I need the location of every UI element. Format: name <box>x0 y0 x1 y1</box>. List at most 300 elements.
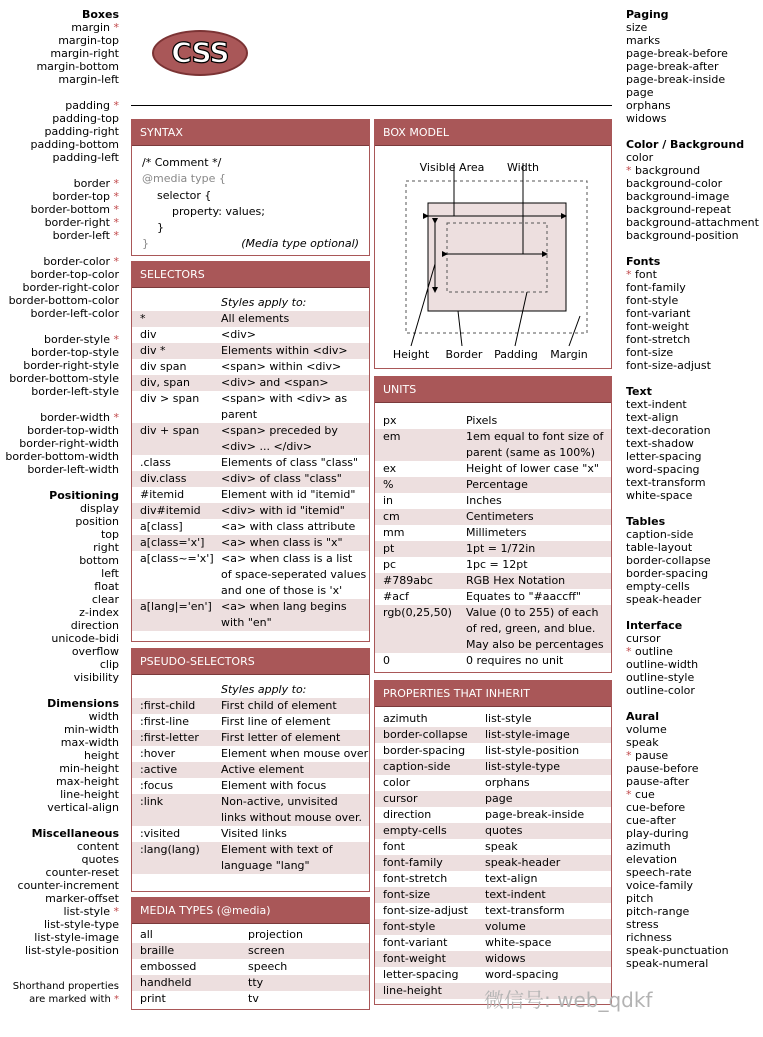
units-key <box>375 445 466 461</box>
selectors-key: a[class] <box>140 520 183 533</box>
property-group <box>626 255 763 372</box>
property-item <box>626 398 763 411</box>
property-name: font-weight <box>626 320 689 333</box>
watermark: 微信号: web_qdkf <box>484 988 653 1012</box>
inherit-value: speak-header <box>485 856 561 869</box>
pseudo-row <box>132 810 369 826</box>
property-name: border-spacing <box>626 567 709 580</box>
shorthand-star: * <box>626 788 632 801</box>
property-name: white-space <box>626 489 693 502</box>
inherit-value: white-space <box>485 936 552 949</box>
property-name: margin-left <box>58 73 119 86</box>
selectors-value: <a> when lang begins <box>221 600 347 613</box>
property-item <box>626 905 763 918</box>
property-group <box>626 8 763 125</box>
property-name: outline-style <box>626 671 695 684</box>
property-name: position <box>75 515 119 528</box>
selectors-key: * <box>140 312 146 325</box>
property-name: visibility <box>73 671 119 684</box>
pseudo-value: Element when mouse over <box>221 747 369 760</box>
shorthand-star: * <box>626 749 632 762</box>
shorthand-star: * <box>113 229 119 242</box>
inherit-key: border-collapse <box>383 728 468 741</box>
selectors-row <box>132 599 369 615</box>
units-value: Value (0 to 255) of each <box>466 606 599 619</box>
pseudo-row <box>132 858 369 874</box>
inherit-row <box>375 775 611 791</box>
property-name: list-style <box>63 905 110 918</box>
property-name: cue-before <box>626 801 686 814</box>
property-group <box>0 177 119 242</box>
inherit-row <box>375 919 611 935</box>
media-row <box>132 943 369 959</box>
property-item <box>0 359 119 372</box>
units-key: rgb(0,25,50) <box>383 606 452 619</box>
media-value: tv <box>248 992 259 1005</box>
property-item <box>0 281 119 294</box>
group-title: Boxes <box>81 8 119 21</box>
property-item <box>0 177 119 190</box>
property-name: margin-right <box>50 47 119 60</box>
property-item <box>0 619 119 632</box>
property-item <box>626 593 763 606</box>
property-name: max-width <box>60 736 119 749</box>
selectors-key: div * <box>140 344 166 357</box>
property-item <box>0 723 119 736</box>
selectors-row <box>132 423 369 439</box>
pseudo-key: :hover <box>140 747 176 760</box>
selectors-value: parent <box>221 408 258 421</box>
property-name: bottom <box>79 554 119 567</box>
property-item <box>626 931 763 944</box>
units-value: Inches <box>466 494 502 507</box>
inherit-value: speak <box>485 840 518 853</box>
units-key: px <box>383 414 397 427</box>
property-name: text-indent <box>626 398 687 411</box>
units-row <box>375 509 611 525</box>
property-name: clear <box>91 593 119 606</box>
selectors-value: All elements <box>221 312 290 325</box>
property-name: overflow <box>71 645 119 658</box>
units-key: #acf <box>383 590 409 603</box>
property-name: text-align <box>626 411 679 424</box>
property-name: background-color <box>626 177 723 190</box>
property-item <box>626 580 763 593</box>
property-item <box>626 736 763 749</box>
property-name: font-style <box>626 294 679 307</box>
units-value: Percentage <box>466 478 528 491</box>
units-value: RGB Hex Notation <box>466 574 566 587</box>
property-name: richness <box>626 931 672 944</box>
units-row <box>375 461 611 477</box>
property-item <box>0 190 119 203</box>
media-value: screen <box>248 944 285 957</box>
width-label: Width <box>507 161 539 174</box>
property-item <box>626 801 763 814</box>
selectors-row <box>132 407 369 423</box>
pseudo-value: Active element <box>221 763 304 776</box>
shorthand-star: * <box>113 203 119 216</box>
property-item <box>626 632 763 645</box>
property-item <box>626 190 763 203</box>
selectors-value: and one of those is 'x' <box>221 584 343 597</box>
property-item <box>626 463 763 476</box>
property-item <box>0 645 119 658</box>
property-name: border-width <box>40 411 110 424</box>
property-item <box>626 164 763 177</box>
group-title: Fonts <box>626 255 661 268</box>
inherit-row <box>375 855 611 871</box>
property-item <box>626 307 763 320</box>
property-item <box>626 892 763 905</box>
property-item <box>0 333 119 346</box>
units-row <box>375 445 611 461</box>
selectors-key: div.class <box>140 472 187 485</box>
property-name: border-right-style <box>23 359 119 372</box>
property-name: word-spacing <box>626 463 700 476</box>
selectors-key: .class <box>140 456 171 469</box>
right-property-column <box>626 8 763 983</box>
shorthand-star: * <box>626 645 632 658</box>
selectors-row <box>132 615 369 631</box>
media-types-panel <box>131 897 370 1010</box>
pseudo-key: :first-child <box>140 699 196 712</box>
inherit-row <box>375 839 611 855</box>
property-item <box>626 268 763 281</box>
property-item <box>0 892 119 905</box>
group-title: Text <box>626 385 652 398</box>
footnote-star: * <box>114 994 119 1005</box>
property-name: text-transform <box>626 476 706 489</box>
property-name: padding-right <box>44 125 119 138</box>
property-name: speak-header <box>626 593 702 606</box>
syntax-panel <box>131 119 370 256</box>
inherit-row <box>375 951 611 967</box>
property-item <box>0 307 119 320</box>
property-group <box>0 411 119 476</box>
property-item <box>626 853 763 866</box>
selectors-row <box>132 471 369 487</box>
footnote-line-2: are marked with <box>29 994 111 1005</box>
property-item <box>0 528 119 541</box>
pseudo-value: language "lang" <box>221 859 310 872</box>
selectors-key: a[class='x'] <box>140 536 205 549</box>
property-name: font <box>635 268 657 281</box>
shorthand-star: * <box>113 216 119 229</box>
inherit-value: list-style <box>485 712 532 725</box>
inherit-value: volume <box>485 920 526 933</box>
property-name: elevation <box>626 853 677 866</box>
property-item <box>0 593 119 606</box>
inherit-title: PROPERTIES THAT INHERIT <box>375 681 611 707</box>
property-item <box>0 203 119 216</box>
property-group <box>626 385 763 502</box>
property-item <box>626 749 763 762</box>
property-name: pause <box>635 749 669 762</box>
property-name: border-style <box>44 333 110 346</box>
selectors-value: <div> ... </div> <box>221 440 313 453</box>
property-item <box>626 411 763 424</box>
property-name: text-shadow <box>626 437 694 450</box>
property-item <box>626 814 763 827</box>
group-title: Miscellaneous <box>31 827 119 840</box>
shorthand-star: * <box>626 268 632 281</box>
inherit-key: letter-spacing <box>383 968 459 981</box>
units-key: em <box>383 430 401 443</box>
property-name: play-during <box>626 827 689 840</box>
group-title: Positioning <box>49 489 119 502</box>
property-item <box>626 658 763 671</box>
units-key: #789abc <box>383 574 433 587</box>
units-row <box>375 605 611 621</box>
property-item <box>626 60 763 73</box>
shorthand-footnote <box>0 980 119 1006</box>
inherit-value: widows <box>485 952 526 965</box>
property-item <box>0 801 119 814</box>
property-item <box>626 99 763 112</box>
padding-label: Padding <box>494 348 538 361</box>
pseudo-selectors-panel <box>131 648 370 892</box>
units-row <box>375 653 611 669</box>
box-model-title: BOX MODEL <box>375 120 611 146</box>
inherit-row <box>375 807 611 823</box>
selectors-row <box>132 535 369 551</box>
units-key: cm <box>383 510 400 523</box>
units-value: 0 requires no unit <box>466 654 564 667</box>
units-key: ex <box>383 462 397 475</box>
property-item <box>0 125 119 138</box>
units-row <box>375 637 611 653</box>
property-item <box>0 437 119 450</box>
property-item <box>626 151 763 164</box>
property-name: marks <box>626 34 661 47</box>
units-value: 1em equal to font size of <box>466 430 604 443</box>
property-name: background <box>635 164 701 177</box>
property-item <box>0 385 119 398</box>
property-item <box>626 944 763 957</box>
selectors-value: <div> <box>221 328 256 341</box>
property-group <box>0 333 119 398</box>
property-item <box>626 294 763 307</box>
pseudo-value: First child of element <box>221 699 337 712</box>
units-panel <box>374 376 612 673</box>
property-item <box>0 931 119 944</box>
property-name: widows <box>626 112 667 125</box>
media-row <box>132 991 369 1007</box>
selectors-key: div, span <box>140 376 190 389</box>
property-item <box>0 918 119 931</box>
property-item <box>626 437 763 450</box>
units-value: 1pt = 1/72in <box>466 542 536 555</box>
syntax-note: (Media type optional) <box>241 237 359 251</box>
property-item <box>626 918 763 931</box>
property-group <box>0 489 119 684</box>
property-name: border-top <box>52 190 110 203</box>
property-item <box>626 554 763 567</box>
property-item <box>0 775 119 788</box>
property-name: margin <box>71 21 110 34</box>
property-name: left <box>101 567 119 580</box>
height-label: Height <box>392 348 430 361</box>
property-name: text-decoration <box>626 424 711 437</box>
property-name: page <box>626 86 654 99</box>
property-name: outline <box>635 645 673 658</box>
property-item <box>0 255 119 268</box>
units-row <box>375 429 611 445</box>
selectors-row <box>132 439 369 455</box>
media-row <box>132 975 369 991</box>
property-item <box>0 554 119 567</box>
property-name: border-bottom-style <box>9 372 119 385</box>
property-name: background-attachment <box>626 216 759 229</box>
property-name: min-width <box>63 723 119 736</box>
property-item <box>0 450 119 463</box>
shorthand-star: * <box>113 333 119 346</box>
selectors-row <box>132 391 369 407</box>
property-name: cue <box>635 788 655 801</box>
property-item <box>626 827 763 840</box>
property-name: pitch <box>626 892 654 905</box>
property-name: letter-spacing <box>626 450 702 463</box>
property-name: marker-offset <box>45 892 119 905</box>
shorthand-star: * <box>113 99 119 112</box>
units-key <box>375 621 466 637</box>
property-item <box>626 671 763 684</box>
property-item <box>626 203 763 216</box>
selectors-value: <span> preceded by <box>221 424 338 437</box>
property-group <box>0 255 119 320</box>
property-name: font-size-adjust <box>626 359 711 372</box>
property-item <box>0 372 119 385</box>
selectors-row <box>132 343 369 359</box>
property-item <box>0 879 119 892</box>
units-value: May also be percentages <box>466 638 604 651</box>
property-name: margin-top <box>58 34 119 47</box>
units-row <box>375 541 611 557</box>
inherit-value: orphans <box>485 776 530 789</box>
pseudo-key <box>132 810 221 826</box>
property-name: margin-bottom <box>36 60 119 73</box>
units-value: of red, green, and blue. <box>466 622 596 635</box>
inherit-value: page <box>485 792 513 805</box>
property-item <box>626 112 763 125</box>
property-name: padding-bottom <box>30 138 119 151</box>
property-name: min-height <box>59 762 119 775</box>
inherit-value: list-style-type <box>485 760 561 773</box>
units-value: Pixels <box>466 414 498 427</box>
inherit-value: text-indent <box>485 888 546 901</box>
box-model-panel <box>374 119 612 369</box>
property-item <box>0 424 119 437</box>
property-item <box>626 229 763 242</box>
inherit-key: font <box>383 840 405 853</box>
property-name: width <box>88 710 119 723</box>
pseudo-key: :visited <box>140 827 181 840</box>
property-name: border-top-color <box>30 268 119 281</box>
property-name: azimuth <box>626 840 671 853</box>
selectors-row <box>132 583 369 599</box>
property-name: counter-reset <box>45 866 119 879</box>
inherit-key: color <box>383 776 411 789</box>
property-name: border-right <box>44 216 110 229</box>
inherit-value: text-align <box>485 872 538 885</box>
property-name: speak-punctuation <box>626 944 729 957</box>
selectors-key: a[class~='x'] <box>140 552 214 565</box>
property-item <box>0 411 119 424</box>
selectors-key <box>132 583 221 599</box>
property-item <box>626 775 763 788</box>
units-value: parent (same as 100%) <box>466 446 596 459</box>
units-value: 1pc = 12pt <box>466 558 528 571</box>
property-item <box>0 580 119 593</box>
selectors-key <box>132 567 221 583</box>
property-name: color <box>626 151 654 164</box>
css-logo <box>152 30 248 76</box>
inherit-value: text-transform <box>485 904 565 917</box>
property-name: list-style-position <box>24 944 119 957</box>
media-key: braille <box>140 944 175 957</box>
property-name: size <box>626 21 648 34</box>
property-item <box>626 684 763 697</box>
property-item <box>626 489 763 502</box>
property-name: orphans <box>626 99 671 112</box>
property-name: border-bottom-width <box>5 450 119 463</box>
property-item <box>626 762 763 775</box>
syntax-media-close: } <box>142 237 149 251</box>
selectors-value: Elements of class "class" <box>221 456 359 469</box>
property-item <box>0 606 119 619</box>
property-item <box>626 281 763 294</box>
selectors-title: SELECTORS <box>132 262 369 288</box>
selectors-value: of space-seperated values <box>221 568 367 581</box>
inherit-key: azimuth <box>383 712 428 725</box>
pseudo-key: :first-letter <box>140 731 199 744</box>
selectors-row <box>132 519 369 535</box>
inherit-panel <box>374 680 612 1005</box>
selectors-row <box>132 567 369 583</box>
units-key: in <box>383 494 394 507</box>
pseudo-key: :active <box>140 763 178 776</box>
selectors-value: with "en" <box>221 616 272 629</box>
shorthand-star: * <box>113 177 119 190</box>
property-name: stress <box>626 918 659 931</box>
property-name: content <box>76 840 119 853</box>
inherit-key: caption-side <box>383 760 451 773</box>
inherit-row <box>375 903 611 919</box>
property-name: right <box>93 541 119 554</box>
property-name: background-repeat <box>626 203 731 216</box>
margin-label: Margin <box>550 348 588 361</box>
property-name: background-position <box>626 229 739 242</box>
inherit-row <box>375 711 611 727</box>
property-name: page-break-inside <box>626 73 726 86</box>
units-row <box>375 477 611 493</box>
inherit-value: page-break-inside <box>485 808 585 821</box>
selectors-value: <div> and <span> <box>221 376 329 389</box>
selectors-row <box>132 551 369 567</box>
property-group <box>0 8 119 86</box>
property-group <box>0 827 119 957</box>
property-item <box>0 73 119 86</box>
inherit-row <box>375 823 611 839</box>
property-name: padding-left <box>52 151 119 164</box>
property-item <box>0 99 119 112</box>
pseudo-value: Non-active, unvisited <box>221 795 338 808</box>
media-value: projection <box>248 928 303 941</box>
selectors-row <box>132 503 369 519</box>
property-item <box>0 710 119 723</box>
selectors-row <box>132 487 369 503</box>
